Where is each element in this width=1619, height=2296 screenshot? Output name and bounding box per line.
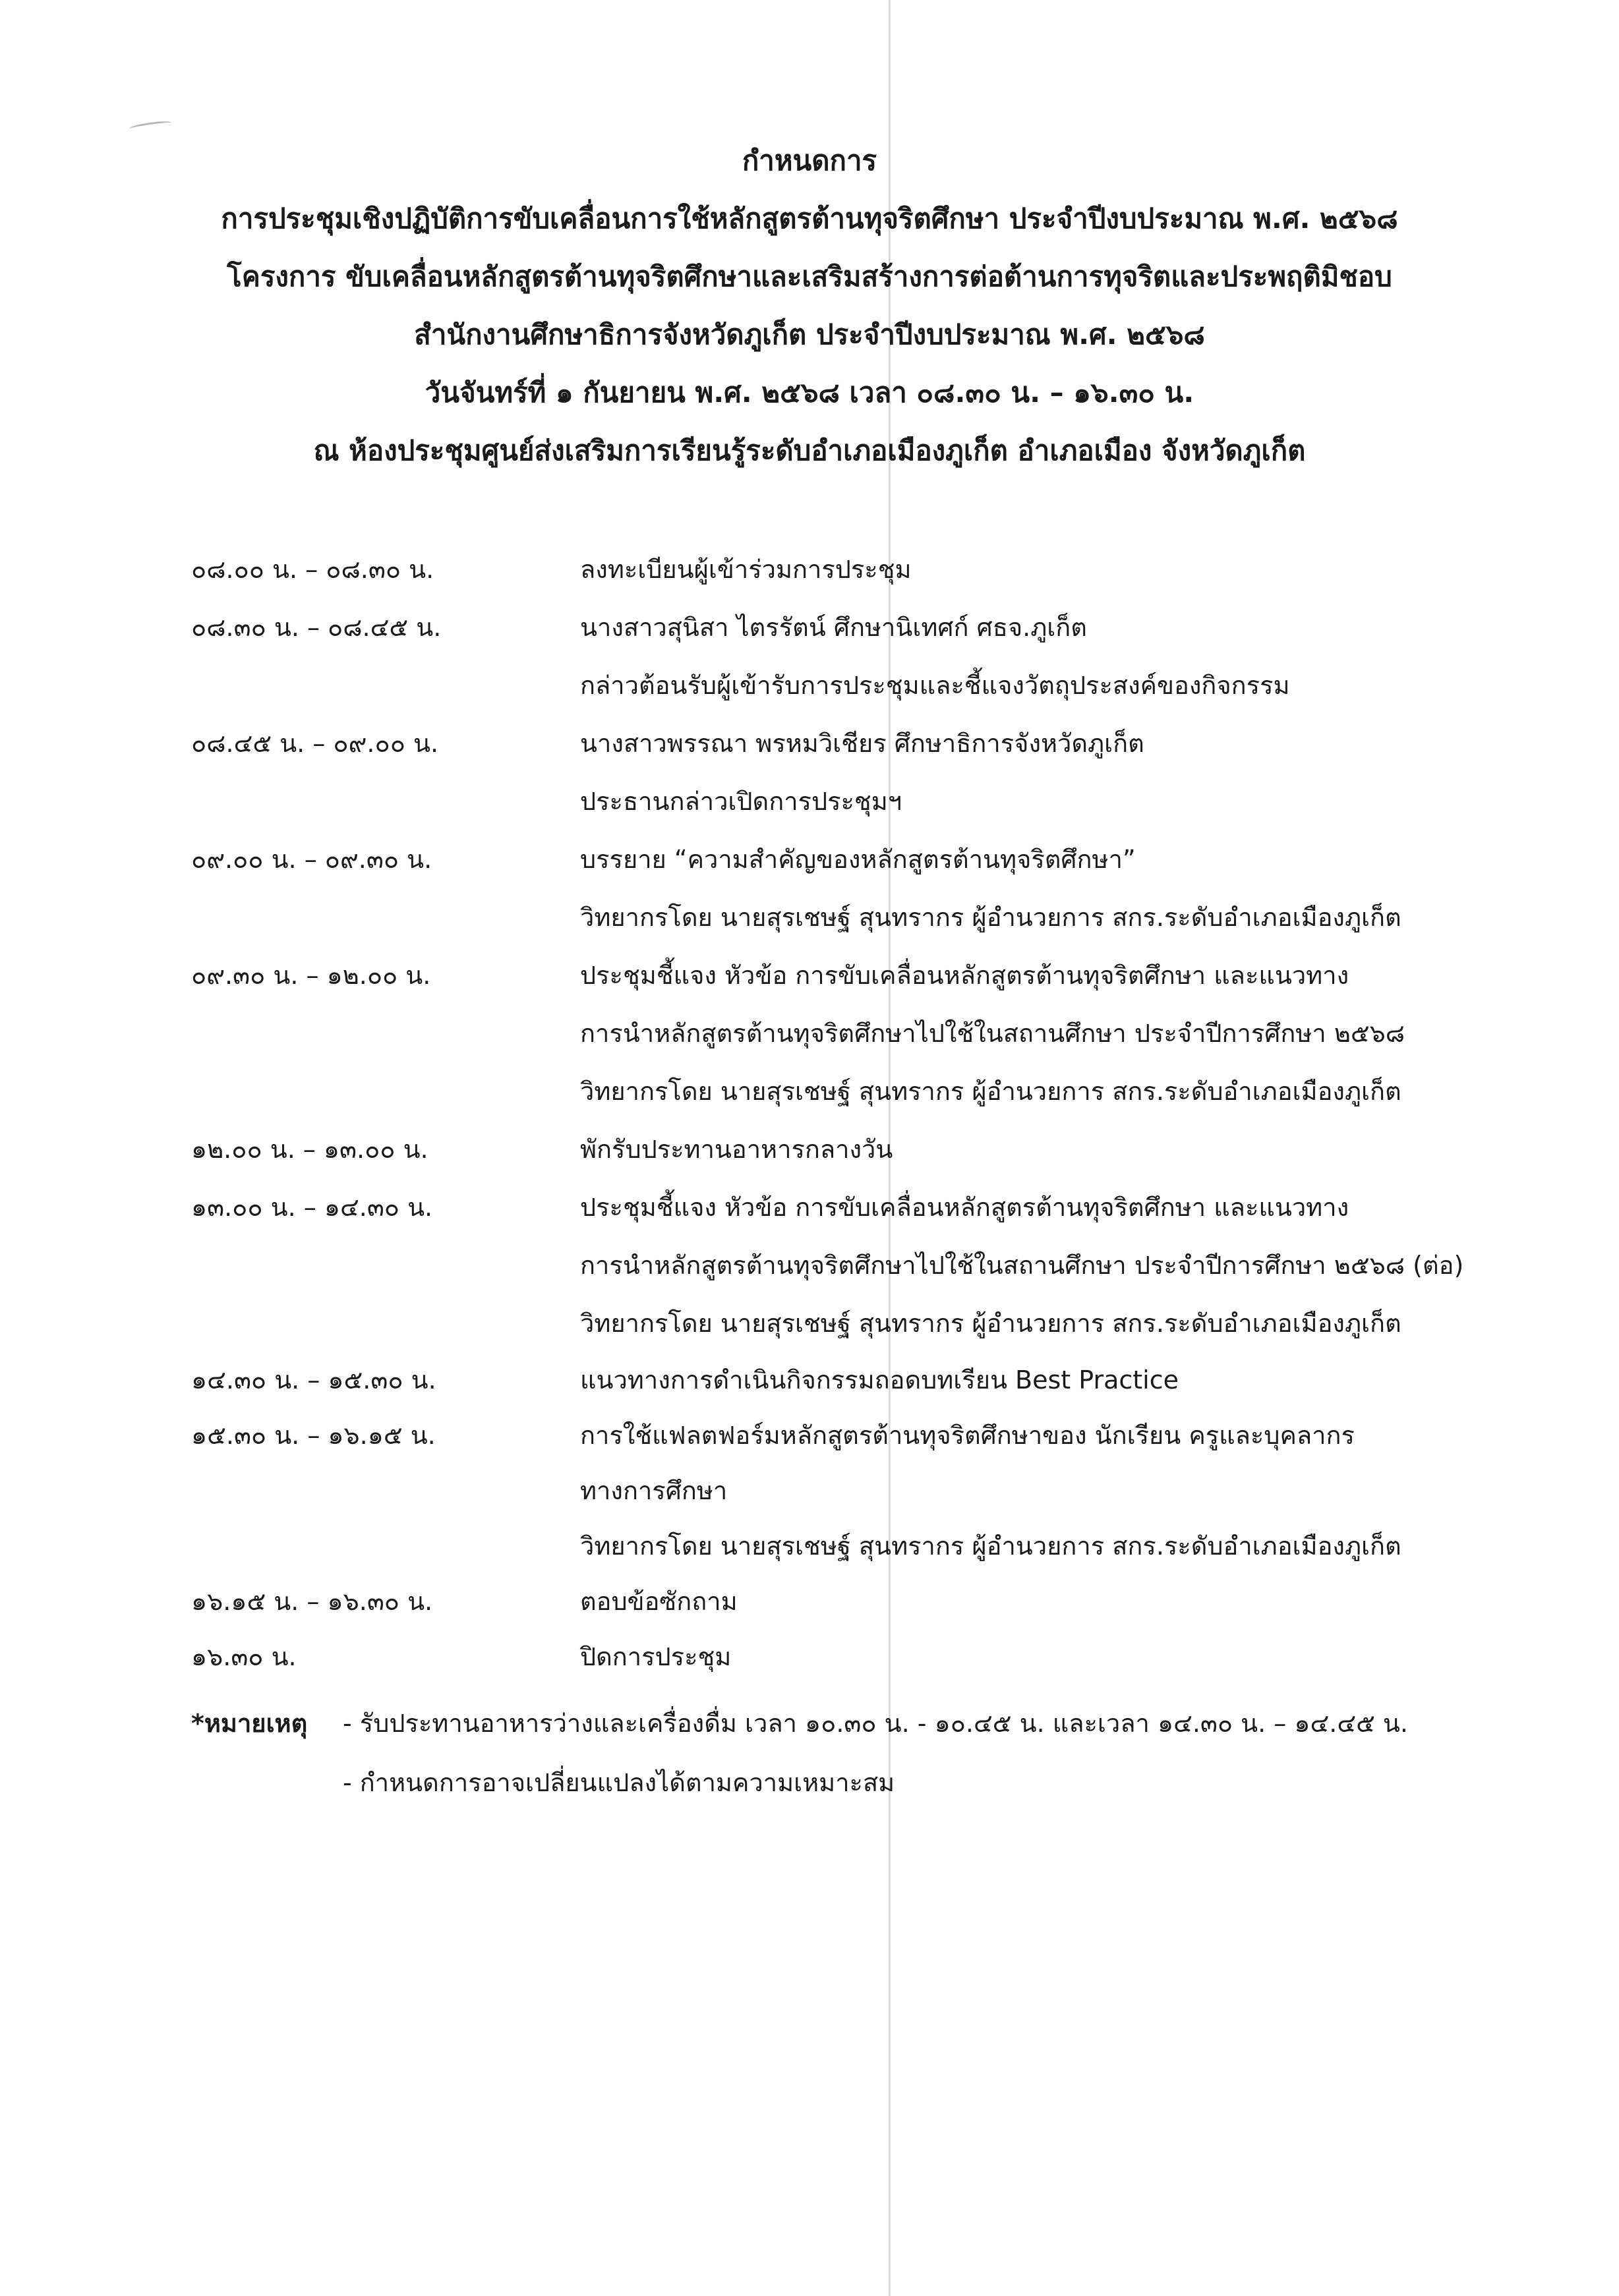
remarks-list	[343, 1694, 1536, 1812]
schedule-row	[191, 1120, 1510, 1178]
remarks-item: - กำหนดการอาจเปลี่ยนแปลงได้ตามความเหมาะสม	[343, 1768, 895, 1797]
schedule-detail-line: การใช้แฟลตฟอร์มหลักสูตรต้านทุจริตศึกษาของ นักเรียน ครูและบุคลากร	[580, 1421, 1355, 1450]
schedule-detail	[580, 598, 1510, 714]
document-title: กำหนดการ	[742, 144, 877, 177]
schedule-row	[191, 1178, 1510, 1352]
schedule-time: ๑๓.๐๐ น. – ๑๔.๓๐ น.	[191, 1193, 433, 1222]
schedule-detail-line: วิทยากรโดย นายสุรเชษฐ์ สุนทรากร ผู้อำนวยการ สกร.ระดับอำเภอเมืองภูเก็ต	[580, 1532, 1401, 1561]
schedule-detail-line: ทางการศึกษา	[580, 1476, 728, 1505]
schedule-time: ๑๕.๓๐ น. – ๑๖.๑๕ น.	[191, 1421, 436, 1450]
schedule-detail-line: การนำหลักสูตรต้านทุจริตศึกษาไปใช้ในสถานศึกษา ประจำปีการศึกษา ๒๕๖๘ (ต่อ)	[580, 1251, 1464, 1280]
schedule-row	[191, 830, 1510, 946]
schedule-detail-line: ประชุมชี้แจง หัวข้อ การขับเคลื่อนหลักสูตรต้านทุจริตศึกษา และแนวทาง	[580, 1193, 1349, 1222]
remarks-row	[191, 1694, 1536, 1812]
schedule-detail-line: ประชุมชี้แจง หัวข้อ การขับเคลื่อนหลักสูตรต้านทุจริตศึกษา และแนวทาง	[580, 961, 1349, 990]
schedule-detail	[580, 1178, 1510, 1352]
schedule-detail-line: วิทยากรโดย นายสุรเชษฐ์ สุนทรากร ผู้อำนวยการ สกร.ระดับอำเภอเมืองภูเก็ต	[580, 1077, 1401, 1106]
schedule-time: ๑๖.๓๐ น.	[191, 1642, 297, 1671]
schedule-detail	[580, 946, 1510, 1120]
schedule-detail-line: นางสาวสุนิสา ไตรรัตน์ ศึกษานิเทศก์ ศธจ.ภูเก็ต	[580, 613, 1087, 642]
schedule-time: ๑๒.๐๐ น. – ๑๓.๐๐ น.	[191, 1135, 428, 1164]
schedule-detail-line: แนวทางการดำเนินกิจกรรมถอดบทเรียน Best Practice	[580, 1365, 1179, 1394]
remarks	[191, 1694, 1536, 1812]
schedule-row	[191, 1574, 1510, 1629]
schedule-row	[191, 714, 1510, 830]
schedule-detail	[580, 1408, 1510, 1574]
schedule-detail-line: การนำหลักสูตรต้านทุจริตศึกษาไปใช้ในสถานศึกษา ประจำปีการศึกษา ๒๕๖๘	[580, 1019, 1405, 1048]
schedule-list	[191, 540, 1510, 1684]
organizer: สำนักงานศึกษาธิการจังหวัดภูเก็ต ประจำปีงบประมาณ พ.ศ. ๒๕๖๘	[414, 318, 1205, 351]
schedule-detail	[580, 540, 1510, 598]
remarks-item: - รับประทานอาหารว่างและเครื่องดื่ม เวลา ๑๐.๓๐ น. - ๑๐.๔๕ น. และเวลา ๑๔.๓๐ น. – ๑๔.๔๕ น.	[343, 1709, 1408, 1738]
schedule-row	[191, 1629, 1510, 1684]
event-title: การประชุมเชิงปฏิบัติการขับเคลื่อนการใช้หลักสูตรต้านทุจริตศึกษา ประจำปีงบประมาณ พ.ศ. ๒๕๖๘	[221, 202, 1398, 235]
schedule-time: ๑๔.๓๐ น. – ๑๕.๓๐ น.	[191, 1365, 436, 1394]
schedule-detail-line: พักรับประทานอาหารกลางวัน	[580, 1135, 893, 1164]
schedule-time: ๐๘.๐๐ น. – ๐๘.๓๐ น.	[191, 555, 434, 584]
schedule-detail-line: ประธานกล่าวเปิดการประชุมฯ	[580, 787, 902, 816]
schedule-detail-line: กล่าวต้อนรับผู้เข้ารับการประชุมและชี้แจงวัตถุประสงค์ของกิจกรรม	[580, 671, 1290, 700]
schedule-detail	[580, 1120, 1510, 1178]
schedule-time: ๑๖.๑๕ น. – ๑๖.๓๐ น.	[191, 1587, 433, 1616]
remarks-label: *หมายเหตุ	[191, 1709, 308, 1738]
schedule-row	[191, 946, 1510, 1120]
schedule-detail	[580, 1352, 1510, 1408]
schedule-detail	[580, 1629, 1510, 1684]
schedule-detail-line: ตอบข้อซักถาม	[580, 1587, 738, 1616]
schedule-time: ๐๙.๓๐ น. – ๑๒.๐๐ น.	[191, 961, 431, 990]
project-title: โครงการ ขับเคลื่อนหลักสูตรต้านทุจริตศึกษาและเสริมสร้างการต่อต้านการทุจริตและประพฤติมิชอบ	[227, 260, 1392, 293]
schedule-row	[191, 598, 1510, 714]
schedule-detail-line: ปิดการประชุม	[580, 1642, 732, 1671]
event-date: วันจันทร์ที่ ๑ กันยายน พ.ศ. ๒๕๖๘ เวลา ๐๘.๓๐ น. – ๑๖.๓๐ น.	[425, 376, 1194, 409]
schedule-detail-line: นางสาวพรรณา พรหมวิเชียร ศึกษาธิการจังหวัดภูเก็ต	[580, 729, 1144, 758]
schedule-detail-line: วิทยากรโดย นายสุรเชษฐ์ สุนทรากร ผู้อำนวยการ สกร.ระดับอำเภอเมืองภูเก็ต	[580, 1309, 1401, 1338]
event-venue: ณ ห้องประชุมศูนย์ส่งเสริมการเรียนรู้ระดับอำเภอเมืองภูเก็ต อำเภอเมือง จังหวัดภูเก็ต	[313, 434, 1306, 467]
scan-mark	[129, 120, 172, 132]
document-header	[0, 132, 1619, 480]
schedule-detail	[580, 1574, 1510, 1629]
schedule-detail	[580, 830, 1510, 946]
schedule-time: ๐๘.๔๕ น. – ๐๙.๐๐ น.	[191, 729, 439, 758]
schedule-time: ๐๘.๓๐ น. – ๐๘.๔๕ น.	[191, 613, 442, 642]
schedule-row	[191, 1408, 1510, 1574]
schedule-detail-line: บรรยาย “ความสำคัญของหลักสูตรต้านทุจริตศึกษา”	[580, 845, 1136, 874]
schedule-detail-line: ลงทะเบียนผู้เข้าร่วมการประชุม	[580, 555, 912, 584]
schedule-detail-line: วิทยากรโดย นายสุรเชษฐ์ สุนทรากร ผู้อำนวยการ สกร.ระดับอำเภอเมืองภูเก็ต	[580, 903, 1401, 932]
schedule-detail	[580, 714, 1510, 830]
schedule-row	[191, 1352, 1510, 1408]
schedule-time: ๐๙.๐๐ น. – ๐๙.๓๐ น.	[191, 845, 432, 874]
schedule-row	[191, 540, 1510, 598]
